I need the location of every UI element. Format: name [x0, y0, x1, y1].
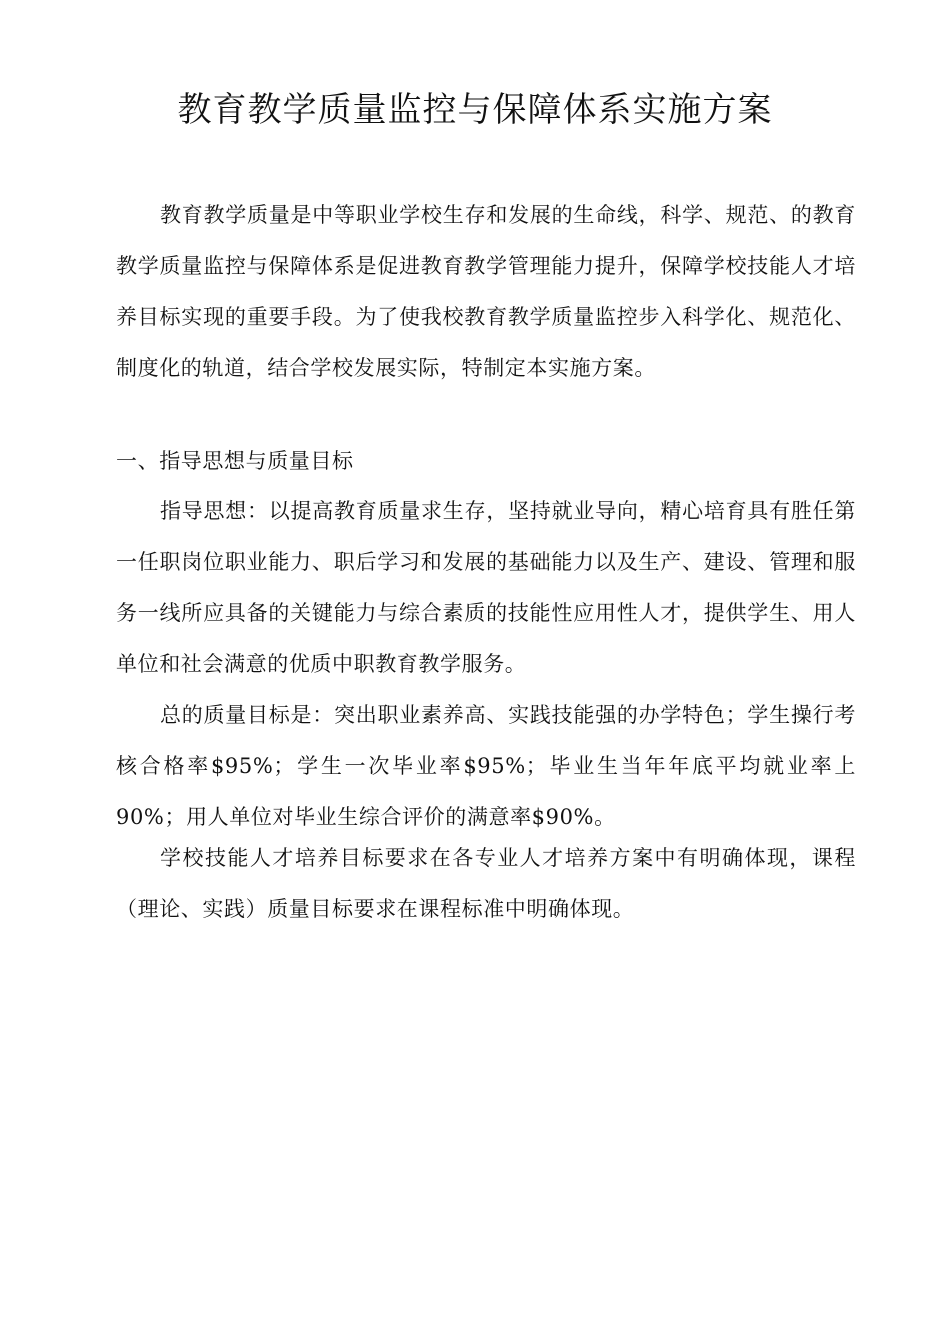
quality-targets-paragraph: 总的质量目标是：突出职业素养高、实践技能强的办学特色；学生操行考核合格率$95%；学生一次毕业率$95%；毕业生当年年底平均就业率上90%；用人单位对毕业生综合评价的满意率$90%。 [116, 703, 856, 829]
intro-paragraph: 教育教学质量是中等职业学校生存和发展的生命线，科学、规范、的教育教学质量监控与保障体系是促进教育教学管理能力提升，保障学校技能人才培养目标实现的重要手段。为了使我校教育教学质量监控步入科学化、规范化、制度化的轨道，结合学校发展实际，特制定本实施方案。 [116, 203, 856, 380]
talent-goals-paragraph: 学校技能人才培养目标要求在各专业人才培养方案中有明确体现，课程（理论、实践）质量目标要求在课程标准中明确体现。 [116, 846, 856, 921]
document-title: 教育教学质量监控与保障体系实施方案 [177, 90, 773, 130]
guiding-thought-paragraph: 指导思想：以提高教育质量求生存，坚持就业导向，精心培育具有胜任第一任职岗位职业能力、职后学习和发展的基础能力以及生产、建设、管理和服务一线所应具备的关键能力与综合素质的技能性应用性人才，提供学生、用人单位和社会满意的优质中职教育教学服务。 [116, 499, 856, 676]
section-heading-guiding-and-targets: 一、指导思想与质量目标 [116, 449, 354, 473]
